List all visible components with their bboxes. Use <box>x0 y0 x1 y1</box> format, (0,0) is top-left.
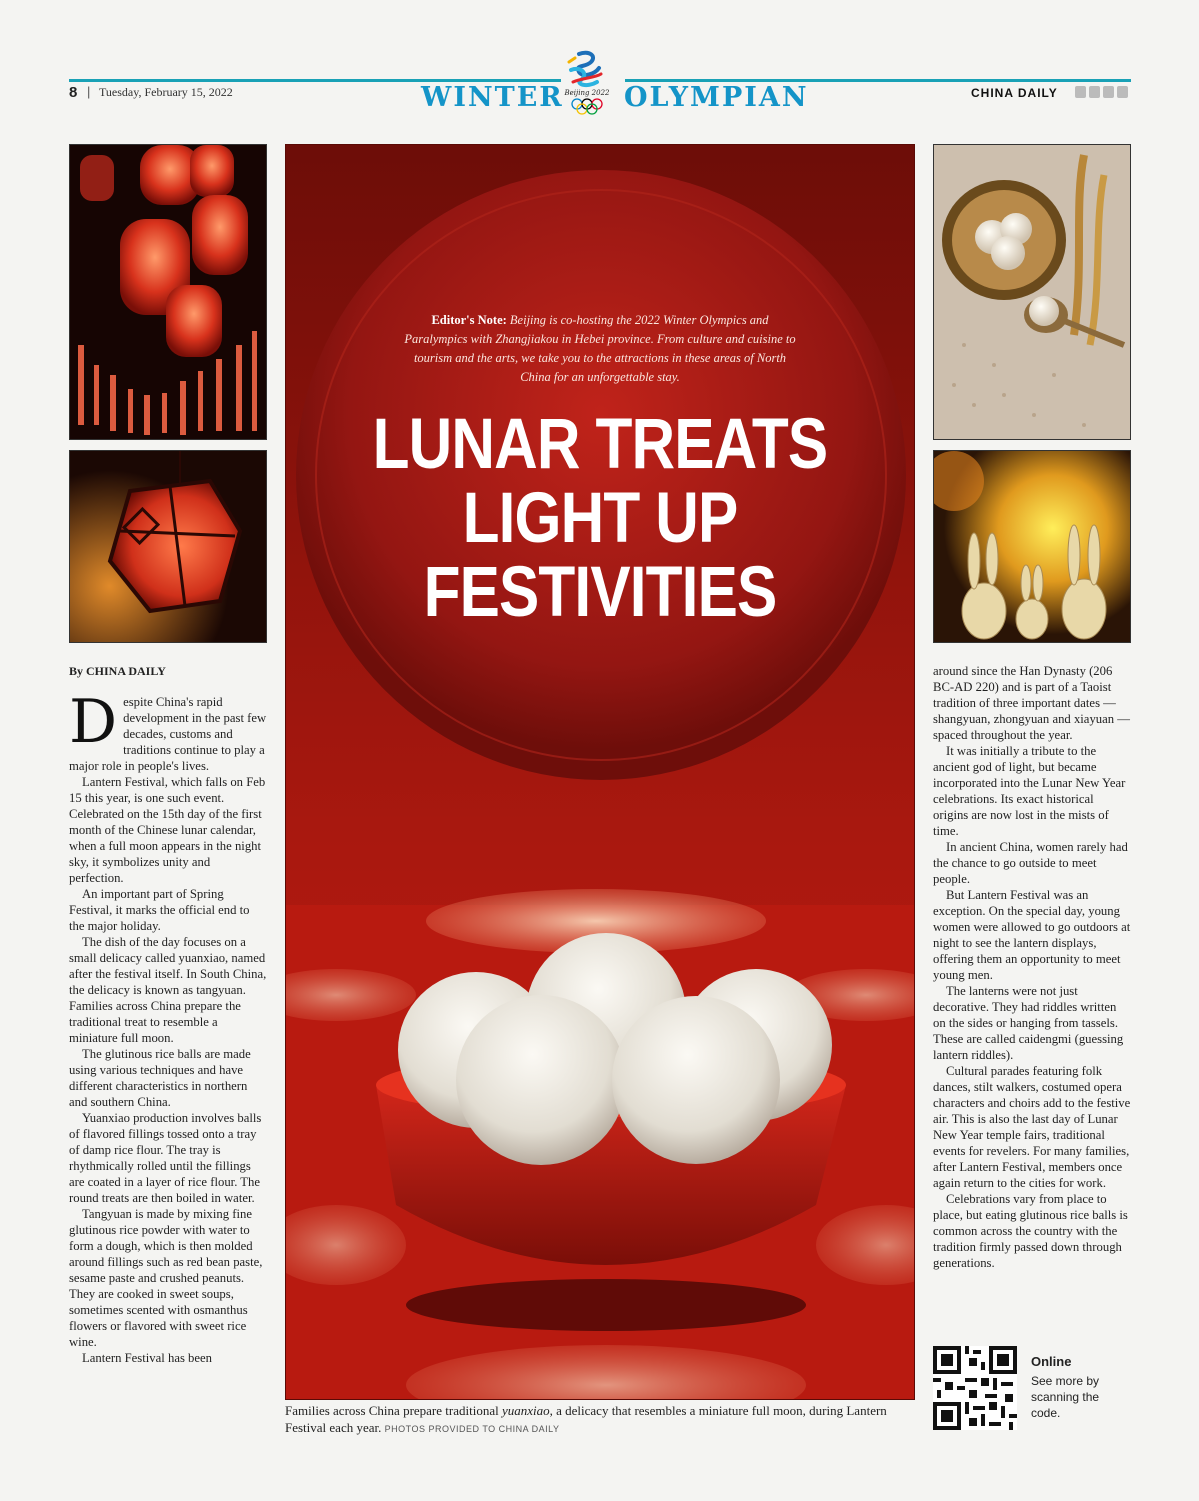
article-paragraph: Yuanxiao production involves balls of flavored fillings tossed onto a tray of damp rice flour. The tray is rhythmically rolled until the fillings are coated in a layer of rice flour. The round treats are then boiled in water. <box>69 1111 262 1205</box>
editor-note-text: Beijing is co-hosting the 2022 Winter Olympics and Paralympics with Zhangjiakou in Hebei province. From culture and cuisine to tourism and the arts, we take you to the attractions in these areas of North China for an unforgettable stay. <box>404 313 796 384</box>
photo-rice-balls-bowl <box>933 144 1131 440</box>
headline-line-3: FESTIVITIES <box>423 553 777 632</box>
dateline: Tuesday, February 15, 2022 <box>99 85 233 99</box>
photo-single-lantern <box>69 450 267 643</box>
headline-line-1: LUNAR TREATS <box>372 405 828 484</box>
caption-text-post: , a delicacy that resembles a miniature full moon, during Lantern Festival each year. <box>285 1403 887 1435</box>
article-paragraph: The lanterns were not just decorative. They had riddles written on the sides or hanging from tassels. These are called caidengmi (guessing lantern riddles). <box>933 984 1124 1062</box>
photo-caption <box>285 1402 915 1436</box>
headline-line-2: LIGHT UP <box>462 479 738 558</box>
online-text: See more by scanning the code. <box>1031 1374 1100 1420</box>
drop-cap: D <box>69 687 118 757</box>
caption-text-pre: Families across China prepare traditional <box>285 1403 502 1418</box>
beijing-2022-emblem <box>561 48 613 118</box>
byline: By CHINA DAILY <box>69 664 166 678</box>
photo-credit: PHOTOS PROVIDED TO CHINA DAILY <box>384 1424 560 1434</box>
page-number: 8 <box>69 84 78 101</box>
article-paragraph: An important part of Spring Festival, it marks the official end to the major holiday. <box>69 887 250 933</box>
article-paragraph: Despite China's rapid development in the past few decades, customs and traditions continue to play a major role in people's lives. <box>69 687 267 773</box>
editor-note-label: Editor's Note: <box>431 313 507 327</box>
article-column-right <box>933 663 1131 1271</box>
editor-note <box>402 311 798 387</box>
article-paragraph: The dish of the day focuses on a small delicacy called yuanxiao, named after the festival itself. In South China, the delicacy is known as tangyuan. Families across China prepare the traditional treat to resemble a miniature full moon. <box>69 935 267 1045</box>
photo-red-lanterns <box>69 144 267 440</box>
article-paragraph: It was initially a tribute to the ancient god of light, but became incorporated into the Lunar New Year celebrations. Its exact historical origins are now lost in the mists of time. <box>933 744 1126 838</box>
article-paragraph: In ancient China, women rarely had the chance to go outside to meet people. <box>933 840 1128 886</box>
article-paragraph: Lantern Festival, which falls on Feb 15 this year, is one such event. Celebrated on the 15th day of the first month of the Chinese lunar calendar, when a full moon appears in the night sky, it symbolizes unity and perfection. <box>69 775 266 885</box>
article-paragraph: around since the Han Dynasty (206 BC-AD 220) and is part of a Taoist tradition of three important dates — shangyuan, zhongyuan and xiayuan — spaced throughout the year. <box>933 664 1130 742</box>
caption-text-italic: yuanxiao <box>501 1403 550 1418</box>
social-icons <box>1075 86 1131 100</box>
publication-name: CHINA DAILY <box>971 86 1058 100</box>
article-paragraph: But Lantern Festival was an exception. On the special day, young women were allowed to go outdoors at night to see the lantern displays, offering them an opportunity to meet young men. <box>933 888 1131 982</box>
article-paragraph: Tangyuan is made by mixing fine glutinous rice powder with water to form a dough, which is then molded around fillings such as red bean paste, sesame paste and crushed peanuts. They are cooked in sweet soups, sometimes scented with osmanthus flowers or flavored with sweet rice wine. <box>69 1207 263 1349</box>
emblem-text: Beijing 2022 <box>564 89 610 97</box>
weibo-icon <box>1075 86 1086 98</box>
header-separator: | <box>87 84 91 99</box>
article-paragraph: Lantern Festival has been <box>82 1351 213 1365</box>
facebook-icon <box>1103 86 1114 98</box>
section-title-olympian: OLYMPIAN <box>624 82 809 113</box>
article-paragraph: The glutinous rice balls are made using various techniques and have different characteristics in northern and southern China. <box>69 1047 251 1109</box>
twitter-icon <box>1117 86 1128 98</box>
online-title: Online <box>1031 1354 1072 1369</box>
photo-rabbit-dumplings <box>933 450 1131 643</box>
wechat-icon <box>1089 86 1100 98</box>
article-column-left <box>69 687 267 1366</box>
section-title-winter: WINTER <box>421 82 564 113</box>
article-paragraph: Celebrations vary from place to place, but eating glutinous rice balls is common across the country with the tradition firmly passed down through generations. <box>933 1192 1128 1270</box>
headline <box>345 405 855 632</box>
qr-code[interactable] <box>933 1346 1017 1430</box>
article-paragraph: Cultural parades featuring folk dances, stilt walkers, costumed opera characters and choirs add to the festive air. This is also the last day of Lunar New Year temple fairs, traditional events for revelers. For many families, after Lantern Festival, members once again return to the cities for work. <box>933 1064 1131 1190</box>
